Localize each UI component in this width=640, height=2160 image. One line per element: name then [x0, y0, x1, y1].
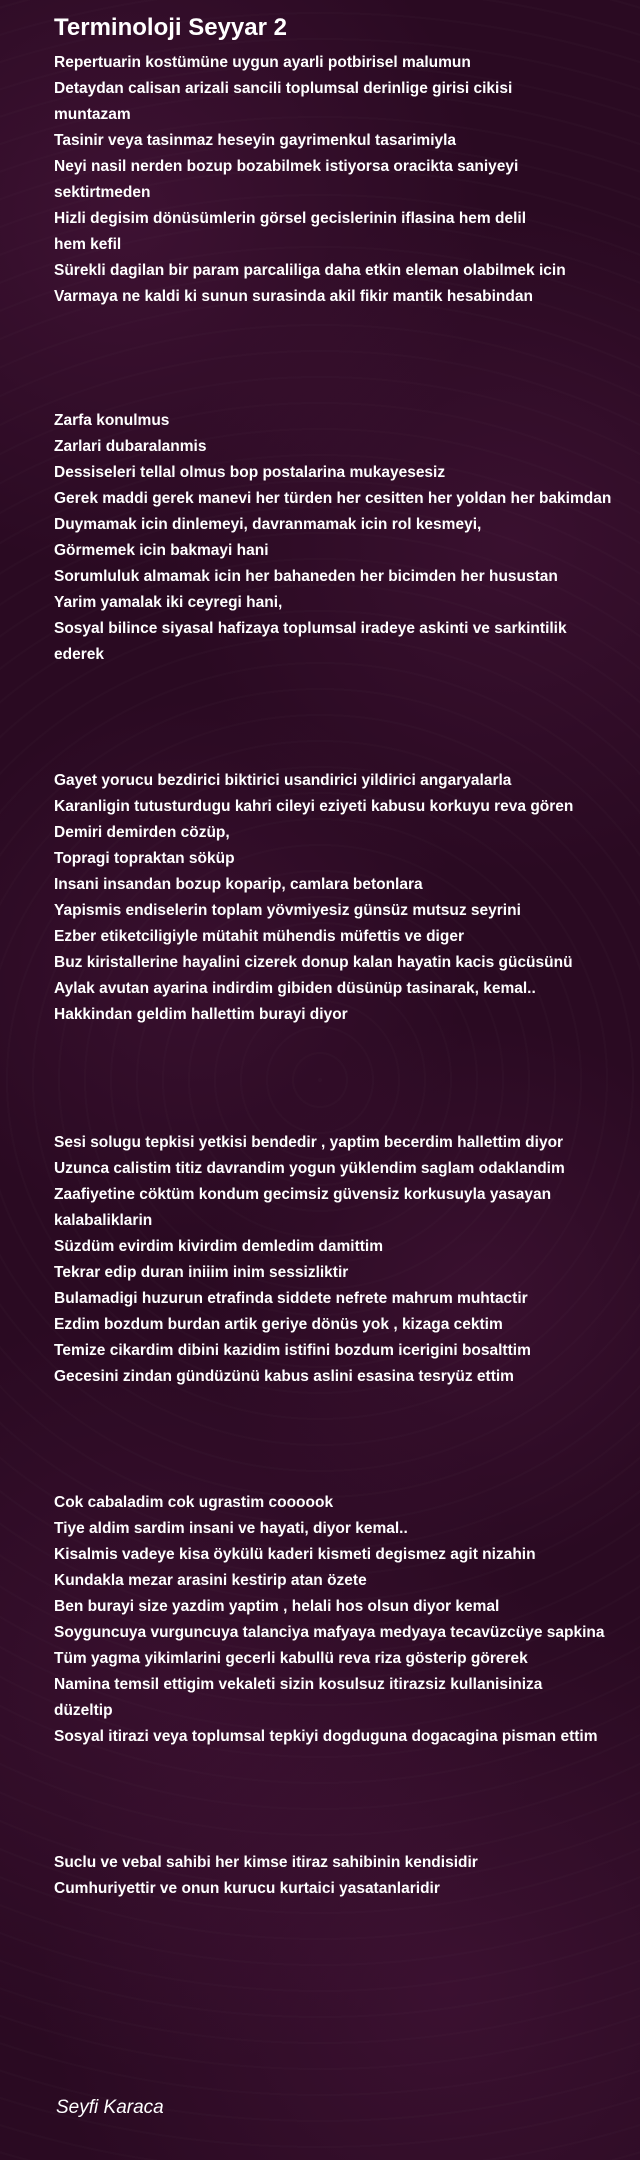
poem-line: Yarim yamalak iki ceyregi hani,	[54, 594, 283, 611]
poem-line: Sorumluluk almamak icin her bahaneden her bicimden her husustan	[54, 568, 558, 585]
poem-line: düzeltip	[54, 1702, 113, 1719]
poem-line: Ezdim bozdum burdan artik geriye dönüs yok , kizaga cektim	[54, 1316, 503, 1333]
poem-line: Tüm yagma yikimlarini gecerli kabullü reva riza gösterip görerek	[54, 1650, 528, 1667]
poem-line: Sosyal itirazi veya toplumsal tepkiyi dogduguna dogacagina pisman ettim	[54, 1728, 598, 1745]
poem-line: Suclu ve vebal sahibi her kimse itiraz sahibinin kendisidir	[54, 1854, 478, 1871]
poem-line: Tasinir veya tasinmaz heseyin gayrimenkul tasarimiyla	[54, 132, 457, 149]
poem-line: Demiri demirden cözüp,	[54, 824, 230, 841]
poem-line: Süzdüm evirdim kivirdim demledim damittim	[54, 1238, 384, 1255]
poem-line: Kundakla mezar arasini kestirip atan özete	[54, 1572, 367, 1589]
stanza-1	[54, 50, 638, 310]
stanza-3	[54, 768, 638, 1028]
poem-line: ederek	[54, 646, 104, 663]
poem-line: Tiye aldim sardim insani ve hayati, diyor kemal..	[54, 1520, 408, 1537]
poem-line: Zaafiyetine cöktüm kondum gecimsiz güvensiz korkusuyla yasayan	[54, 1186, 552, 1203]
poem-line: Kisalmis vadeye kisa öykülü kaderi kismeti degismez agit nizahin	[54, 1546, 536, 1563]
poem-line: Ben burayi size yazdim yaptim , helali hos olsun diyor kemal	[54, 1598, 500, 1615]
stanza-2	[54, 408, 638, 668]
poem-line: Duymamak icin dinlemeyi, davranmamak icin rol kesmeyi,	[54, 516, 482, 533]
poem-line: Dessiseleri tellal olmus bop postalarina mukayesesiz	[54, 464, 446, 481]
poem-line: hem kefil	[54, 236, 122, 253]
poem-line: Yapismis endiselerin toplam yövmiyesiz günsüz mutsuz seyrini	[54, 902, 521, 919]
poem-line: sektirtmeden	[54, 184, 151, 201]
poem-line: Sesi solugu tepkisi yetkisi bendedir , yaptim becerdim hallettim diyor	[54, 1134, 564, 1151]
poem-line: Aylak avutan ayarina indirdim gibiden düsünüp tasinarak, kemal..	[54, 980, 536, 997]
poem-line: Tekrar edip duran iniiim inim sessizliktir	[54, 1264, 349, 1281]
poem-line: Insani insandan bozup koparip, camlara betonlara	[54, 876, 423, 893]
poem-line: Görmemek icin bakmayi hani	[54, 542, 269, 559]
poem-line: Varmaya ne kaldi ki sunun surasinda akil fikir mantik hesabindan	[54, 288, 533, 305]
poem-line: Hakkindan geldim hallettim burayi diyor	[54, 1006, 348, 1023]
poem-line: muntazam	[54, 106, 131, 123]
poem-line: Uzunca calistim titiz davrandim yogun yüklendim saglam odaklandim	[54, 1160, 565, 1177]
poem-line: Buz kiristallerine hayalini cizerek donup kalan hayatin kacis gücüsünü	[54, 954, 573, 971]
poem-line: Soyguncuya vurguncuya talanciya mafyaya medyaya tecavüzcüye sapkina	[54, 1624, 605, 1641]
poem-line: kalabaliklarin	[54, 1212, 153, 1229]
poem-line: Cumhuriyettir ve onun kurucu kurtaici yasatanlaridir	[54, 1880, 440, 1897]
poem-line: Topragi topraktan söküp	[54, 850, 235, 867]
poem-author: Seyfi Karaca	[56, 2097, 164, 2118]
poem-line: Sosyal bilince siyasal hafizaya toplumsal iradeye askinti ve sarkintilik	[54, 620, 567, 637]
poem-line: Detaydan calisan arizali sancili toplumsal derinlige girisi cikisi	[54, 80, 513, 97]
poem-line: Zarfa konulmus	[54, 412, 170, 429]
poem-line: Zarlari dubaralanmis	[54, 438, 207, 455]
poem-line: Gerek maddi gerek manevi her türden her cesitten her yoldan her bakimdan	[54, 490, 612, 507]
poem-line: Temize cikardim dibini kazidim istifini bozdum icerigini bosalttim	[54, 1342, 531, 1359]
poem-line: Karanligin tutusturdugu kahri cileyi eziyeti kabusu korkuyu reva gören	[54, 798, 574, 815]
stanza-6	[54, 1850, 638, 1902]
poem-line: Namina temsil ettigim vekaleti sizin kosulsuz itirazsiz kullanisiniza	[54, 1676, 543, 1693]
poem-line: Hizli degisim dönüsümlerin görsel gecislerinin iflasina hem delil	[54, 210, 527, 227]
poem-line: Ezber etiketciligiyle mütahit mühendis müfettis ve diger	[54, 928, 464, 945]
poem-line: Sürekli dagilan bir param parcaliliga daha etkin eleman olabilmek icin	[54, 262, 566, 279]
poem-line: Gayet yorucu bezdirici biktirici usandirici yildirici angaryalarla	[54, 772, 512, 789]
poem-line: Cok cabaladim cok ugrastim coooook	[54, 1494, 334, 1511]
poem-line: Gecesini zindan gündüzünü kabus aslini esasina tesryüz ettim	[54, 1368, 514, 1385]
stanza-5	[54, 1490, 638, 1750]
poem-line: Repertuarin kostümüne uygun ayarli potbirisel malumun	[54, 54, 471, 71]
poem-title: Terminoloji Seyyar 2	[54, 14, 287, 41]
poem-line: Neyi nasil nerden bozup bozabilmek istiyorsa oracikta saniyeyi	[54, 158, 519, 175]
poem-line: Bulamadigi huzurun etrafinda siddete nefrete mahrum muhtactir	[54, 1290, 528, 1307]
stanza-4	[54, 1130, 638, 1390]
